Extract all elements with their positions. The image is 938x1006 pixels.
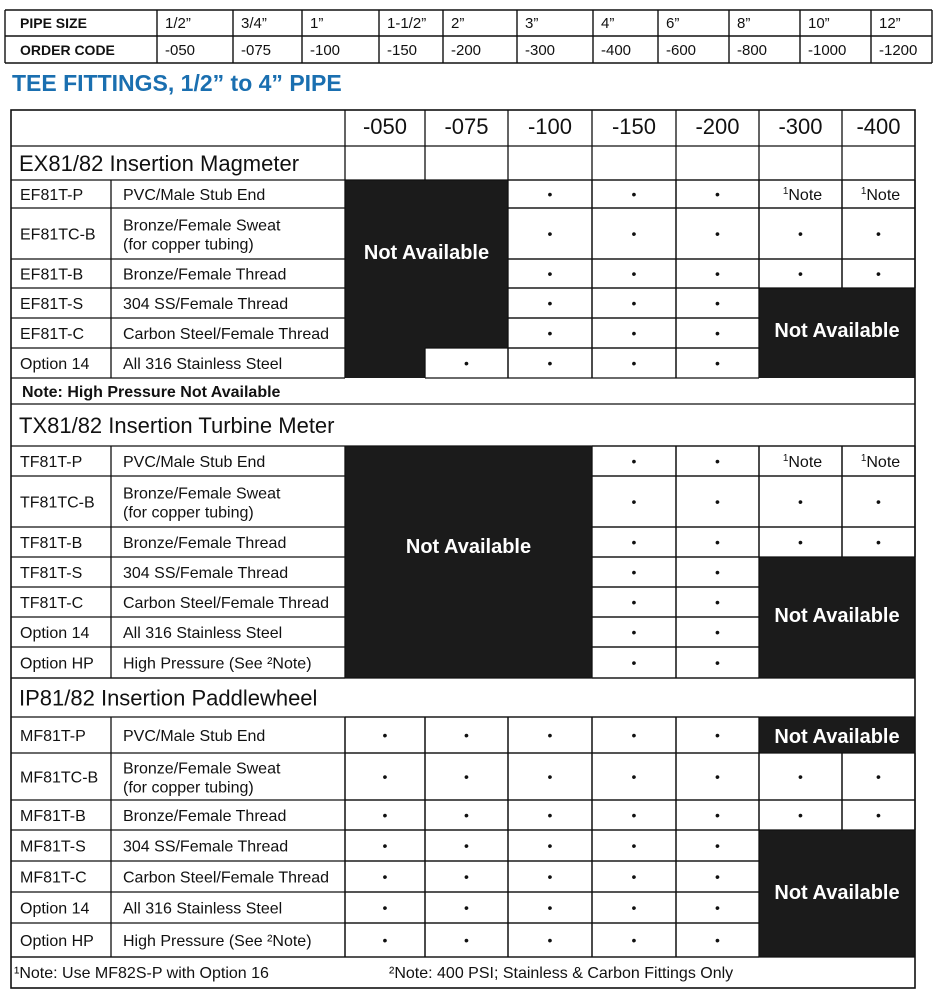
product-code: EF81T-B — [20, 266, 84, 284]
availability-bullet: • — [715, 325, 720, 341]
availability-bullet: • — [876, 493, 881, 510]
availability-bullet: • — [547, 768, 553, 785]
page-title: TEE FITTINGS, 1/2” to 4” PIPE — [12, 70, 342, 96]
availability-bullet: • — [631, 899, 637, 916]
availability-bullet: • — [715, 355, 720, 371]
availability-bullet: • — [631, 654, 637, 671]
availability-bullet: • — [631, 534, 637, 550]
availability-bullet: • — [876, 265, 881, 282]
availability-bullet: • — [631, 355, 637, 371]
availability-bullet: • — [382, 768, 388, 785]
availability-bullet: • — [798, 493, 803, 510]
availability-bullet: • — [715, 768, 720, 785]
availability-bullet: • — [631, 186, 637, 202]
note-text: Note — [788, 454, 823, 471]
availability-bullet: • — [464, 837, 469, 854]
product-code: TF81T-S — [20, 565, 83, 582]
note-superscript: 1 — [782, 453, 789, 464]
product-description: All 316 Stainless Steel — [123, 625, 283, 642]
availability-bullet: • — [715, 265, 720, 282]
product-code: MF81T-B — [20, 808, 86, 825]
availability-bullet: • — [631, 932, 637, 948]
note-text: Note — [866, 187, 901, 204]
availability-bullet: • — [876, 768, 881, 785]
column-header: -050 — [362, 114, 408, 139]
availability-bullet: • — [547, 932, 553, 948]
not-available-label: Not Available — [774, 882, 900, 904]
pipe-size-cell: 1-1/2” — [387, 15, 427, 32]
product-description: Bronze/Female Sweat — [123, 217, 281, 235]
availability-bullet: • — [547, 837, 553, 854]
product-description: (for copper tubing) — [123, 779, 254, 797]
note-superscript: 1 — [782, 186, 789, 197]
pipe-size-cell: 2” — [451, 15, 465, 32]
availability-bullet: • — [464, 932, 469, 948]
order-code-cell: -800 — [737, 42, 768, 59]
availability-bullet: • — [547, 295, 553, 311]
not-available-label: Not Available — [774, 726, 900, 748]
availability-bullet: • — [382, 868, 388, 885]
section-title: IP81/82 Insertion Paddlewheel — [19, 685, 318, 711]
product-description: All 316 Stainless Steel — [123, 900, 283, 918]
product-code: EF81T-P — [20, 187, 84, 204]
not-available-label: Not Available — [774, 605, 900, 627]
product-description: 304 SS/Female Thread — [123, 838, 289, 856]
column-header: -150 — [611, 114, 657, 139]
availability-bullet: • — [715, 564, 720, 580]
availability-bullet: • — [715, 225, 720, 242]
availability-bullet: • — [547, 899, 553, 916]
product-code: TF81TC-B — [20, 494, 95, 512]
availability-bullet: • — [715, 932, 720, 948]
availability-bullet: • — [464, 355, 469, 371]
availability-bullet: • — [547, 807, 553, 823]
order-code-cell: -100 — [310, 42, 341, 59]
availability-bullet: • — [547, 727, 553, 743]
order-code-cell: -150 — [387, 42, 418, 59]
availability-bullet: • — [547, 265, 553, 282]
product-description: 304 SS/Female Thread — [123, 296, 289, 313]
not-available-block — [345, 180, 508, 348]
product-description: Bronze/Female Sweat — [123, 760, 281, 778]
not-available-label: Not Available — [405, 536, 532, 558]
order-code-cell: -600 — [666, 42, 697, 59]
product-description: Bronze/Female Thread — [123, 808, 287, 825]
product-code: MF81T-P — [20, 728, 86, 745]
availability-bullet: • — [464, 868, 469, 885]
pipe-size-cell: 10” — [808, 15, 830, 32]
not-available-label: Not Available — [363, 242, 490, 264]
footnote: ²Note: 400 PSI; Stainless & Carbon Fittings Only — [389, 965, 734, 982]
availability-bullet: • — [382, 807, 388, 823]
availability-bullet: • — [798, 768, 803, 785]
column-header: -200 — [695, 114, 740, 139]
availability-bullet: • — [464, 899, 469, 916]
availability-bullet: • — [876, 534, 881, 550]
size-table — [5, 10, 932, 63]
product-code: EF81TC-B — [20, 226, 96, 244]
availability-bullet: • — [876, 225, 881, 242]
note-reference — [861, 186, 900, 204]
availability-bullet: • — [464, 768, 469, 785]
order-code-cell: -1000 — [808, 42, 847, 59]
product-description: PVC/Male Stub End — [123, 187, 266, 204]
availability-bullet: • — [715, 899, 720, 916]
pipe-size-cell: 1/2” — [165, 15, 191, 32]
product-code: MF81T-S — [20, 838, 86, 856]
availability-bullet: • — [631, 837, 637, 854]
column-header: -100 — [527, 114, 573, 139]
availability-bullet: • — [715, 493, 720, 510]
product-description: (for copper tubing) — [123, 504, 254, 522]
pipe-size-cell: 4” — [601, 15, 615, 32]
order-code-cell: -300 — [525, 42, 556, 59]
note-reference — [783, 453, 822, 471]
pipe-size-label: PIPE SIZE — [20, 15, 87, 31]
order-code-cell: -200 — [451, 42, 482, 59]
product-code: TF81T-B — [20, 535, 83, 552]
availability-bullet: • — [382, 727, 388, 743]
availability-bullet: • — [798, 807, 803, 823]
availability-bullet: • — [715, 295, 720, 311]
availability-bullet: • — [715, 807, 720, 823]
product-code: Option 14 — [20, 356, 90, 373]
availability-bullet: • — [715, 534, 720, 550]
product-description: (for copper tubing) — [123, 236, 254, 254]
availability-bullet: • — [547, 225, 553, 242]
section-note: Note: High Pressure Not Available — [22, 384, 281, 401]
availability-bullet: • — [798, 265, 803, 282]
availability-bullet: • — [715, 186, 720, 202]
availability-bullet: • — [715, 654, 720, 671]
availability-bullet: • — [798, 534, 803, 550]
not-available-label: Not Available — [774, 320, 900, 342]
availability-bullet: • — [631, 727, 637, 743]
product-description: Bronze/Female Thread — [123, 535, 287, 552]
pipe-size-cell: 6” — [666, 15, 680, 32]
pipe-size-cell: 3” — [525, 15, 539, 32]
availability-bullet: • — [715, 624, 720, 640]
availability-bullet: • — [631, 493, 637, 510]
note-reference — [861, 453, 900, 471]
availability-bullet: • — [631, 325, 637, 341]
availability-bullet: • — [547, 325, 553, 341]
column-header: -300 — [778, 114, 823, 139]
pipe-size-cell: 1” — [310, 15, 324, 32]
availability-bullet: • — [382, 932, 388, 948]
product-description: All 316 Stainless Steel — [123, 356, 283, 373]
section-title: EX81/82 Insertion Magmeter — [19, 151, 300, 176]
order-code-cell: -050 — [165, 42, 196, 59]
product-code: Option HP — [20, 933, 94, 950]
availability-bullet: • — [631, 265, 637, 282]
availability-bullet: • — [631, 807, 637, 823]
product-description: High Pressure (See ²Note) — [123, 655, 312, 673]
footnote: ¹Note: Use MF82S-P with Option 16 — [14, 965, 269, 982]
order-code-cell: -075 — [241, 42, 272, 59]
availability-bullet: • — [715, 727, 720, 743]
product-code: EF81T-S — [20, 296, 84, 313]
product-description: Bronze/Female Thread — [123, 266, 287, 284]
note-reference — [783, 186, 822, 204]
product-description: PVC/Male Stub End — [123, 728, 266, 745]
product-code: MF81TC-B — [20, 769, 99, 787]
availability-bullet: • — [382, 837, 388, 854]
column-header: -075 — [444, 114, 489, 139]
availability-bullet: • — [715, 868, 720, 885]
availability-bullet: • — [631, 624, 637, 640]
availability-bullet: • — [631, 225, 637, 242]
availability-bullet: • — [547, 186, 553, 202]
product-code: EF81T-C — [20, 326, 85, 343]
pipe-size-cell: 12” — [879, 15, 901, 32]
availability-bullet: • — [631, 768, 637, 785]
order-code-cell: -400 — [601, 42, 632, 59]
product-description: PVC/Male Stub End — [123, 454, 266, 471]
availability-bullet: • — [715, 594, 720, 610]
availability-bullet: • — [798, 225, 803, 242]
availability-bullet: • — [464, 727, 469, 743]
availability-bullet: • — [715, 453, 720, 469]
availability-bullet: • — [631, 295, 637, 311]
not-available-block — [345, 446, 592, 678]
product-description: Carbon Steel/Female Thread — [123, 595, 330, 612]
product-code: TF81T-P — [20, 454, 83, 471]
pipe-size-cell: 8” — [737, 15, 751, 32]
availability-bullet: • — [876, 807, 881, 823]
product-description: 304 SS/Female Thread — [123, 565, 289, 582]
availability-bullet: • — [547, 355, 553, 371]
section-title: TX81/82 Insertion Turbine Meter — [19, 413, 335, 438]
availability-bullet: • — [631, 594, 637, 610]
note-superscript: 1 — [860, 186, 867, 197]
product-code: Option HP — [20, 655, 94, 673]
column-header: -400 — [856, 114, 901, 139]
product-description: Carbon Steel/Female Thread — [123, 326, 330, 343]
availability-bullet: • — [382, 899, 388, 916]
pipe-size-cell: 3/4” — [241, 15, 267, 32]
availability-bullet: • — [631, 453, 637, 469]
product-code: MF81T-C — [20, 869, 87, 887]
product-code: Option 14 — [20, 625, 90, 642]
note-text: Note — [788, 187, 823, 204]
order-code-label: ORDER CODE — [20, 42, 115, 58]
product-description: Bronze/Female Sweat — [123, 485, 281, 503]
not-available-block — [345, 348, 425, 378]
order-code-cell: -1200 — [879, 42, 918, 59]
availability-bullet: • — [631, 564, 637, 580]
availability-bullet: • — [464, 807, 469, 823]
product-description: Carbon Steel/Female Thread — [123, 869, 330, 887]
product-code: TF81T-C — [20, 595, 84, 612]
product-description: High Pressure (See ²Note) — [123, 933, 312, 950]
availability-bullet: • — [715, 837, 720, 854]
note-superscript: 1 — [860, 453, 867, 464]
availability-bullet: • — [547, 868, 553, 885]
product-code: Option 14 — [20, 900, 90, 918]
availability-bullet: • — [631, 868, 637, 885]
note-text: Note — [866, 454, 901, 471]
